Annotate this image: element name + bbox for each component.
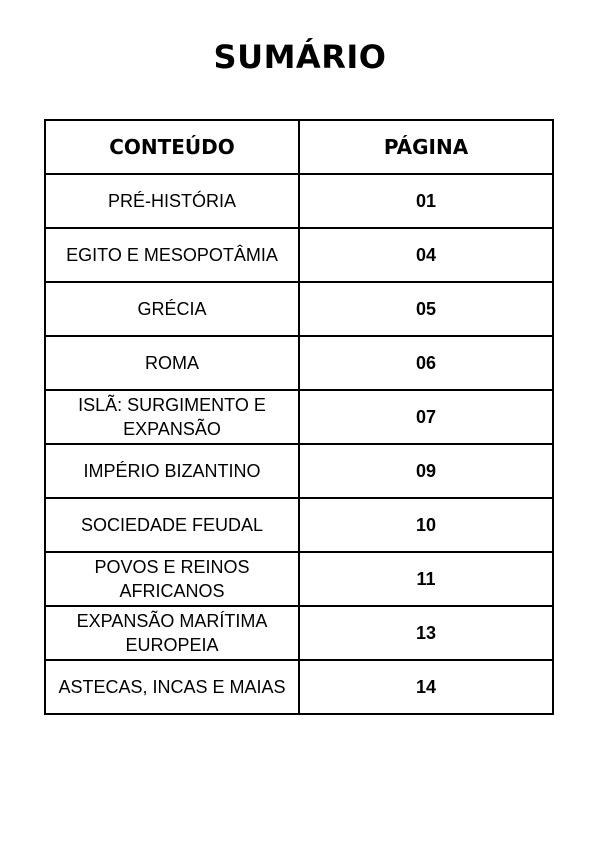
table-row <box>44 497 554 551</box>
table-of-contents <box>44 119 554 715</box>
row-content: POVOS E REINOS AFRICANOS <box>46 553 300 605</box>
row-page-number: 13 <box>415 622 437 643</box>
row-page-number: 05 <box>415 298 437 319</box>
row-page-number: 10 <box>415 514 437 535</box>
header-page: PÁGINA <box>383 135 469 159</box>
table-row <box>44 227 554 281</box>
row-page-number: 06 <box>415 352 437 373</box>
row-content: ASTECAS, INCAS E MAIAS <box>46 661 300 713</box>
row-content: ROMA <box>46 337 300 389</box>
row-page-number: 01 <box>415 190 437 211</box>
row-content: GRÉCIA <box>46 283 300 335</box>
row-page-number: 11 <box>416 568 436 589</box>
table-row <box>44 605 554 659</box>
table-header-row <box>44 119 554 173</box>
row-content: SOCIEDADE FEUDAL <box>46 499 300 551</box>
row-content: EGITO E MESOPOTÂMIA <box>46 229 300 281</box>
row-content: PRÉ-HISTÓRIA <box>46 175 300 227</box>
table-row <box>44 173 554 227</box>
row-page-number: 09 <box>415 460 437 481</box>
table-row <box>44 389 554 443</box>
table-row <box>44 281 554 335</box>
row-content: ISLÃ: SURGIMENTO E EXPANSÃO <box>46 391 300 443</box>
page-title: SUMÁRIO <box>213 38 387 76</box>
row-page-number: 07 <box>415 406 437 427</box>
row-content: EXPANSÃO MARÍTIMA EUROPEIA <box>46 607 300 659</box>
row-page-number: 04 <box>415 244 437 265</box>
table-row <box>44 659 554 715</box>
table-row <box>44 551 554 605</box>
header-content: CONTEÚDO <box>46 121 300 173</box>
row-page-number: 14 <box>415 676 437 697</box>
table-row <box>44 335 554 389</box>
table-row <box>44 443 554 497</box>
row-content: IMPÉRIO BIZANTINO <box>46 445 300 497</box>
